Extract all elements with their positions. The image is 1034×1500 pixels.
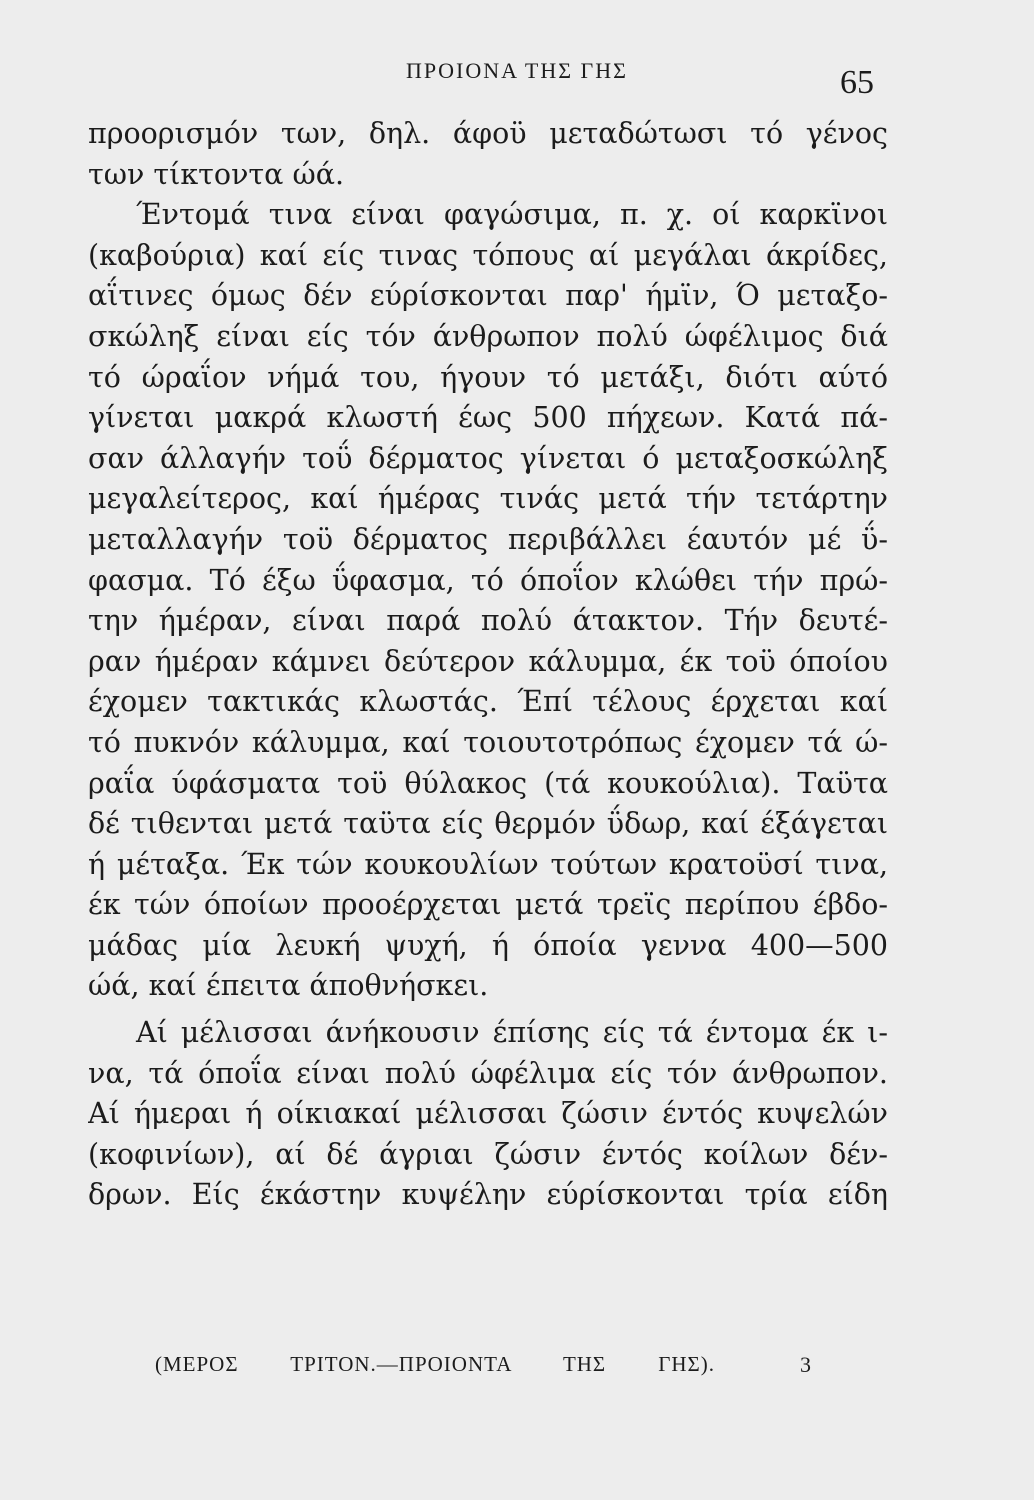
- text-line: των τίκτοντα ώά.: [88, 157, 345, 191]
- body-text: [88, 114, 888, 1216]
- text-line: δέ τιθενται μετά ταϋτα είς θερμόν ΰδωρ, καί έξάγεται: [88, 807, 888, 841]
- text-line: σαν άλλαγήν τοΰ δέρματος γίνεται ό μεταξοσκώληξ: [88, 441, 888, 475]
- text-line: ή μέταξα. Έκ τών κουκουλίων τούτων κρατοϋσί τινα,: [88, 847, 888, 881]
- footer-note: (ΜΕΡΟΣ ΤΡΙΤΟΝ.—ΠΡΟΙΟΝΤΑ ΤΗΣ ΓΗΣ).: [155, 1352, 715, 1376]
- text-line: μεταλλαγήν τοϋ δέρματος περιβάλλει έαυτόν μέ ΰ-: [88, 522, 888, 556]
- text-line: φασμα. Τό έξω ΰφασμα, τό όποΐον κλώθει τήν πρώ-: [88, 563, 888, 597]
- text-line: αΐτινες όμως δέν εύρίσκονται παρ' ήμϊν, Ό μεταξο-: [88, 279, 888, 313]
- text-line: τό ώραΐον νήμά του, ήγουν τό μετάξι, διότι αύτό: [88, 360, 888, 394]
- text-line: να, τά όποΐα είναι πολύ ώφέλιμα είς τόν άνθρωπον.: [88, 1056, 888, 1090]
- text-line: μεγαλείτερος, καί ήμέρας τινάς μετά τήν τετάρτην: [88, 482, 888, 516]
- running-title: ΠΡΟΙΟΝΑ ΤΗΣ ΓΗΣ: [406, 58, 628, 83]
- text-line: ραΐα ύφάσματα τοϋ θύλακος (τά κουκούλια). Ταϋτα: [88, 766, 888, 800]
- text-line: μάδας μία λευκή ψυχή, ή όποία γεννα 400—500: [88, 928, 888, 962]
- text-line: γίνεται μακρά κλωστή έως 500 πήχεων. Κατά πά-: [88, 401, 888, 435]
- text-line: έχομεν τακτικάς κλωστάς. Έπί τέλους έρχεται καί: [88, 685, 888, 719]
- page-number: 65: [840, 64, 874, 101]
- text-line: (κοφινίων), αί δέ άγριαι ζώσιν έντός κοίλων δέν-: [88, 1137, 888, 1171]
- text-line: Έντομά τινα είναι φαγώσιμα, π. χ. οί καρκϊνοι: [136, 198, 888, 232]
- text-line: δρων. Είς έκάστην κυψέλην εύρίσκονται τρία είδη: [88, 1178, 888, 1212]
- text-line: προορισμόν των, δηλ. άφοϋ μεταδώτωσι τό γένος: [88, 117, 888, 150]
- text-line: Αί ήμεραι ή οίκιακαί μέλισσαι ζώσιν έντός κυψελών: [88, 1097, 888, 1131]
- text-line: την ήμέραν, είναι παρά πολύ άτακτον. Τήν δευτέ-: [88, 604, 888, 638]
- text-line: ραν ήμέραν κάμνει δεύτερον κάλυμμα, έκ τοϋ όποίου: [88, 644, 888, 678]
- text-line: έκ τών όποίων προοέρχεται μετά τρεϊς περίπου έβδο-: [88, 888, 888, 922]
- text-line: (καβούρια) καί είς τινας τόπους αί μεγάλαι άκρίδες,: [88, 238, 888, 272]
- text-line: σκώληξ είναι είς τόν άνθρωπον πολύ ώφέλιμος διά: [88, 319, 888, 353]
- signature-mark: 3: [800, 1352, 811, 1377]
- text-line: ώά, καί έπειτα άποθνήσκει.: [88, 969, 489, 1003]
- text-line: Αί μέλισσαι άνήκουσιν έπίσης είς τά έντομα έκ ι-: [136, 1016, 888, 1050]
- text-line: τό πυκνόν κάλυμμα, καί τοιουτοτρόπως έχομεν τά ώ-: [88, 725, 888, 759]
